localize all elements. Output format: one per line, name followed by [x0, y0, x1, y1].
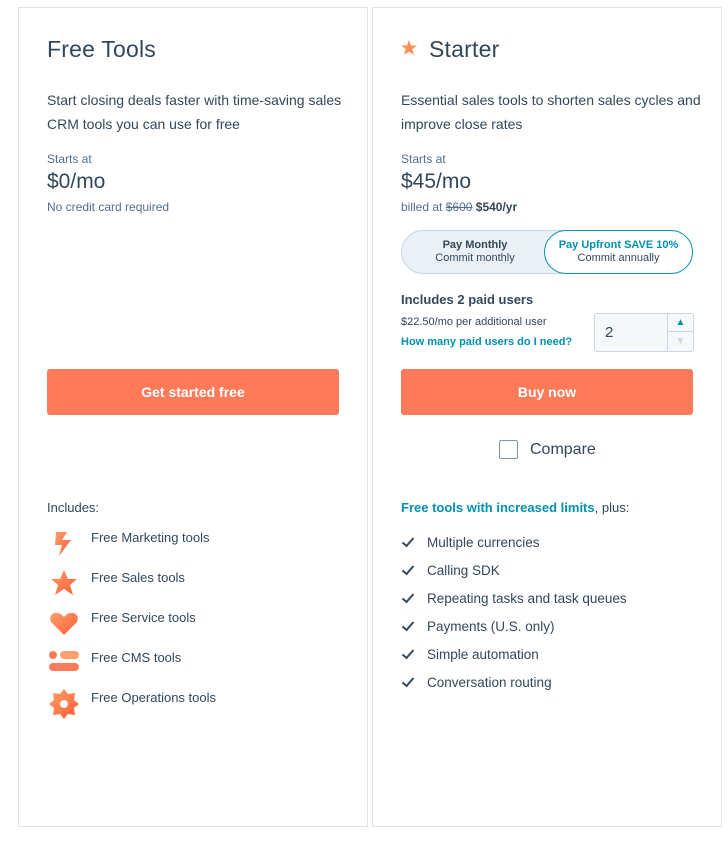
starter-card — [372, 7, 722, 827]
include-label: Free Sales tools — [91, 570, 185, 585]
feature-label: Calling SDK — [427, 562, 500, 578]
free-price: $0/mo — [47, 170, 106, 193]
check-icon — [401, 563, 415, 577]
compare-control[interactable] — [499, 440, 596, 459]
list-item — [47, 566, 347, 606]
starter-price: $45/mo — [401, 170, 472, 193]
list-item — [47, 606, 347, 646]
pay-monthly-title: Pay Monthly — [442, 239, 508, 251]
chevron-up-icon[interactable]: ▲ — [668, 314, 693, 332]
starter-description: Essential sales tools to shorten sales cycles and improve close rates — [401, 92, 701, 132]
check-icon — [401, 675, 415, 689]
marketing-icon — [47, 526, 81, 560]
cms-icon — [47, 646, 81, 680]
additional-user-price: $22.50/mo per additional user — [401, 316, 547, 328]
free-starts-at-label: Starts at — [47, 152, 92, 166]
include-label: Free Service tools — [91, 610, 196, 625]
check-icon — [401, 619, 415, 633]
list-item — [47, 646, 347, 686]
paid-users-value[interactable]: 2 — [605, 324, 614, 341]
billed-note — [401, 200, 517, 214]
service-icon — [47, 606, 81, 640]
feature-list — [401, 528, 701, 696]
list-item — [401, 528, 701, 556]
list-item — [401, 556, 701, 584]
check-icon — [401, 647, 415, 661]
paid-users-help-link[interactable]: How many paid users do I need? — [401, 336, 573, 348]
sales-icon — [47, 566, 81, 600]
limits-link[interactable]: Free tools with increased limits — [401, 500, 595, 515]
pay-upfront-option[interactable] — [544, 230, 693, 274]
chevron-down-icon[interactable]: ▼ — [675, 335, 686, 347]
include-label: Free CMS tools — [91, 650, 182, 665]
pay-monthly-sub: Commit monthly — [435, 252, 515, 264]
pay-upfront-sub: Commit annually — [577, 252, 660, 264]
billed-old-price: $600 — [445, 200, 473, 214]
list-item — [47, 686, 347, 726]
compare-label: Compare — [530, 440, 596, 458]
paid-users-title: Includes 2 paid users — [401, 292, 534, 307]
limits-suffix: , plus: — [594, 500, 630, 515]
billed-prefix: billed at — [401, 200, 443, 214]
free-tools-card — [18, 7, 368, 827]
pay-monthly-option[interactable] — [402, 231, 548, 273]
list-item — [401, 584, 701, 612]
billing-toggle — [401, 230, 693, 274]
include-label: Free Operations tools — [91, 690, 217, 705]
feature-label: Multiple currencies — [427, 534, 540, 550]
buy-now-button[interactable]: Buy now — [401, 369, 693, 415]
free-tools-description: Start closing deals faster with time-saving sales CRM tools you can use for free — [47, 92, 342, 132]
check-icon — [401, 591, 415, 605]
list-item — [401, 668, 701, 696]
includes-title: Includes: — [47, 500, 100, 515]
free-tools-title: Free Tools — [47, 36, 156, 62]
include-label: Free Marketing tools — [91, 530, 210, 545]
limits-heading — [401, 500, 629, 515]
starter-starts-at-label: Starts at — [401, 152, 446, 166]
billed-new-price: $540/yr — [475, 200, 518, 214]
free-price-note: No credit card required — [47, 200, 170, 214]
list-item — [401, 612, 701, 640]
compare-checkbox[interactable] — [499, 440, 518, 459]
stepper-buttons — [667, 314, 693, 351]
operations-icon — [47, 686, 81, 720]
feature-label: Simple automation — [427, 646, 539, 662]
list-item — [401, 640, 701, 668]
pay-upfront-title: Pay Upfront SAVE 10% — [558, 239, 679, 251]
includes-list — [47, 526, 347, 726]
paid-users-stepper[interactable] — [594, 313, 694, 352]
star-icon — [400, 39, 418, 57]
starter-title: Starter — [429, 36, 500, 62]
get-started-free-button[interactable]: Get started free — [47, 369, 339, 415]
feature-label: Repeating tasks and task queues — [427, 590, 627, 606]
check-icon — [401, 535, 415, 549]
list-item — [47, 526, 347, 566]
feature-label: Payments (U.S. only) — [427, 618, 555, 634]
feature-label: Conversation routing — [427, 674, 552, 690]
